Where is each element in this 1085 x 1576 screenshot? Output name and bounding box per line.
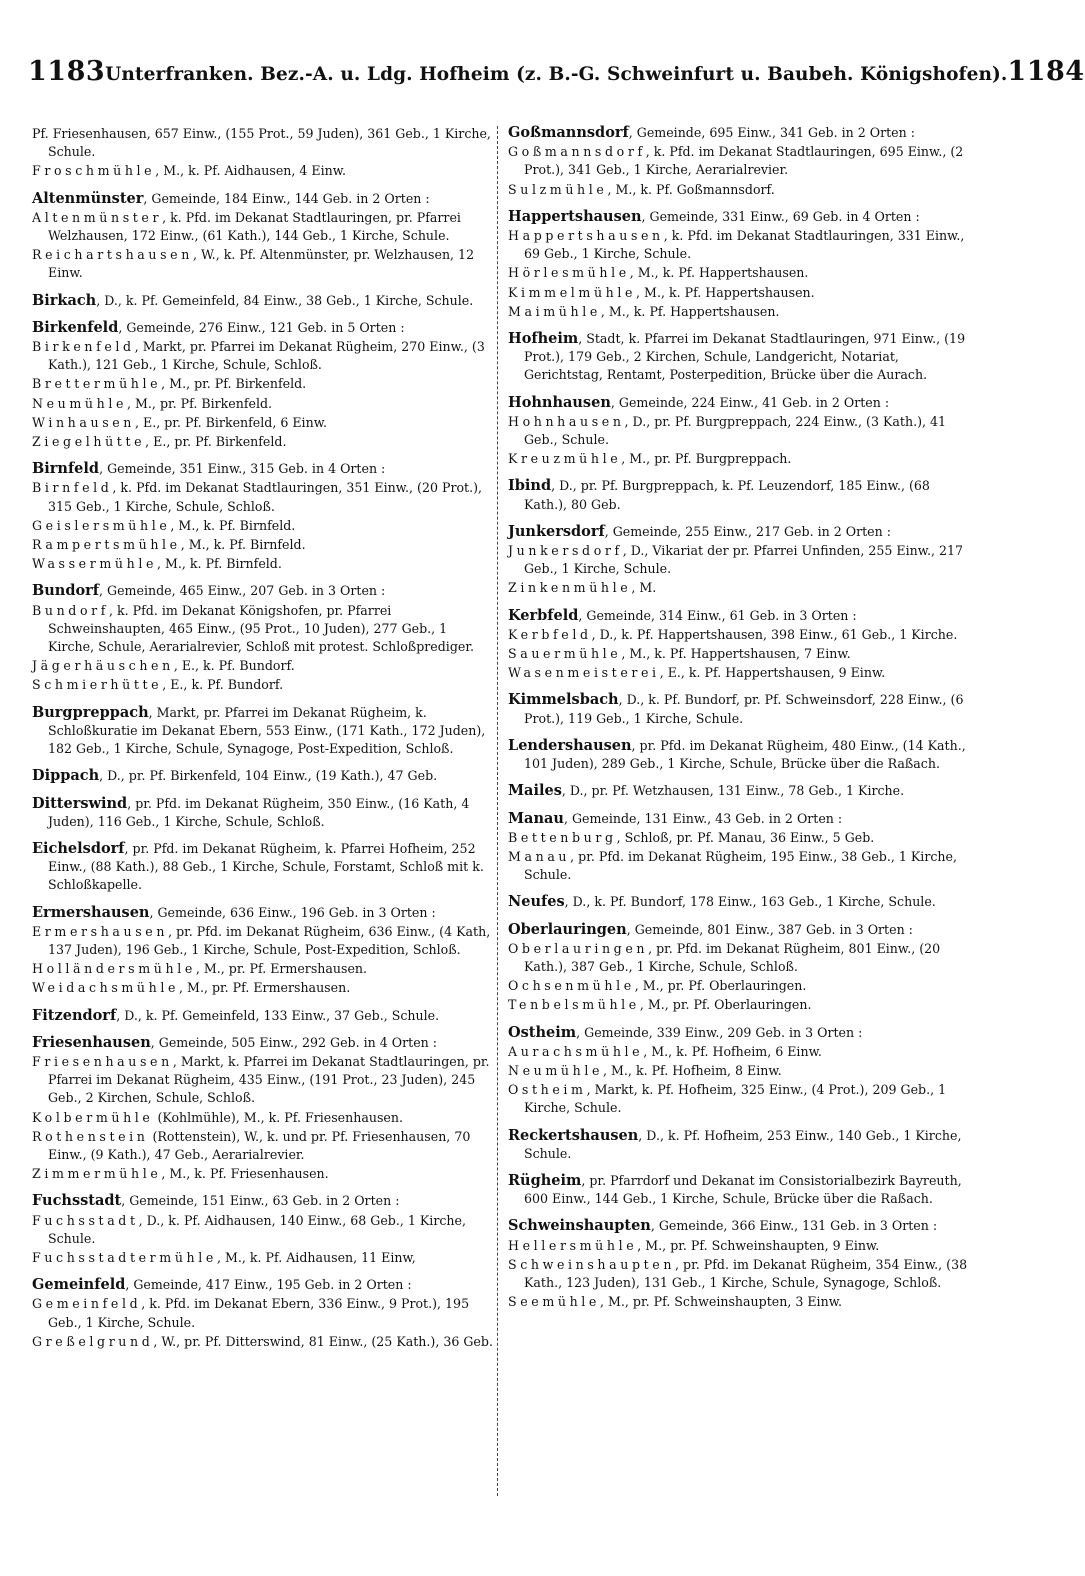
place-entry <box>32 338 494 374</box>
place-name: Goßmannsdorf <box>508 144 646 160</box>
place-entry <box>32 960 494 978</box>
place-entry <box>32 555 494 573</box>
gemeinde-name: Rügheim <box>508 1171 582 1189</box>
right-column <box>508 124 970 1311</box>
gemeinde-name: Goßmannsdorf <box>508 124 629 141</box>
place-name: Oberlauringen <box>508 940 649 956</box>
entry-text: , k. Pfd. im Dekanat Stadtlauringen, 695 Einw., (2 Prot.), 341 Geb., 1 Kirche, Aerarialrevier. <box>524 144 964 178</box>
gemeinde-name: Happertshausen <box>508 207 642 225</box>
place-name: Jägerhäuschen <box>32 658 174 674</box>
gemeinde-name: Birkenfeld <box>32 318 119 336</box>
gemeinde-entry <box>508 921 970 939</box>
gemeinde-name: Oberlauringen <box>508 920 627 938</box>
entry-text: , pr. Pfd. im Dekanat Rügheim, 636 Einw., (4 Kath, 137 Juden), 196 Geb., 1 Kirche, Schule, Post-Expedition, Schloß. <box>48 923 491 957</box>
place-name: Zinkenmühle <box>508 580 632 596</box>
place-name: Hohnhausen <box>508 413 625 429</box>
entry-text: , D., k. Pf. Gemeinfeld, 133 Einw., 37 Geb., Schule. <box>116 1007 440 1023</box>
place-entry <box>508 829 970 847</box>
entry-text: , k. Pfd. im Dekanat Stadtlauringen, 331 Einw., 69 Geb., 1 Kirche, Schule. <box>524 228 965 262</box>
entry-text: , M., pr. Pf. Schweinshaupten, 3 Einw. <box>599 1294 842 1310</box>
gemeinde-entry <box>508 782 970 800</box>
place-name: Schweinshaupten <box>508 1256 676 1272</box>
place-name: Sulzmühle <box>508 181 608 197</box>
gemeinde-name: Friesenhausen <box>32 1033 151 1051</box>
gemeinde-name: Reckertshausen <box>508 1126 639 1144</box>
place-name: Ostheim <box>508 1082 587 1098</box>
entry-text: , Markt, pr. Pfarrei im Dekanat Rügheim, 270 Einw., (3 Kath.), 121 Geb., 1 Kirche, Schule, Schloß. <box>48 339 485 373</box>
place-entry <box>32 209 494 245</box>
place-entry <box>32 395 494 413</box>
place-name: Fuchsstadtermühle <box>32 1249 217 1265</box>
place-name: Winhausen <box>32 414 136 430</box>
place-name: Gemeinfeld <box>32 1296 142 1312</box>
entry-text: Pf. Friesenhausen, 657 Einw., (155 Prot., 59 Juden), 361 Geb., 1 Kirche, Schule. <box>32 126 491 160</box>
place-name: Neumühle <box>508 1062 604 1078</box>
place-entry <box>508 284 970 302</box>
gemeinde-name: Birkach <box>32 291 97 309</box>
gemeinde-name: Ibind <box>508 477 552 495</box>
gemeinde-name: Kimmelsbach <box>508 691 619 709</box>
entry-text: , E., pr. Pf. Birkenfeld. <box>145 434 287 450</box>
entry-text: , Stadt, k. Pfarrei im Dekanat Stadtlauringen, 971 Einw., (19 Prot.), 179 Geb., 2 Kirchen, Schule, Landgericht, Notariat, Gerichtstag, Rentamt, Posterpedition, Brücke über die Aurach. <box>524 331 966 383</box>
gemeinde-name: Ostheim <box>508 1023 577 1041</box>
place-name: Hellersmühle <box>508 1237 638 1253</box>
place-entry <box>508 977 970 995</box>
entry-text: , E., k. Pf. Bundorf. <box>162 677 284 693</box>
place-name: Friesenhausen <box>32 1053 173 1069</box>
place-name: Wasenmeisterei <box>508 665 660 681</box>
place-name: Ermershausen <box>32 923 169 939</box>
place-name: Birkenfeld <box>32 339 135 355</box>
gemeinde-name: Ditterswind <box>32 794 128 812</box>
gemeinde-entry <box>32 704 494 759</box>
place-entry <box>508 940 970 976</box>
place-entry <box>508 264 970 282</box>
gemeinde-name: Gemeinfeld <box>32 1276 126 1294</box>
gemeinde-name: Fitzendorf <box>32 1006 117 1024</box>
gemeinde-name: Eichelsdorf <box>32 839 125 857</box>
place-name: Reichartshausen <box>32 247 193 263</box>
place-entry <box>508 1043 970 1061</box>
place-entry <box>32 657 494 675</box>
entry-text: , Gemeinde, 276 Einw., 121 Geb. in 5 Orten : <box>118 319 405 335</box>
gemeinde-entry <box>508 1217 970 1235</box>
entry-text: , Gemeinde, 314 Einw., 61 Geb. in 3 Orten : <box>578 607 857 623</box>
gemeinde-name: Junkersdorf <box>508 522 605 540</box>
place-name: Kimmelmühle <box>508 284 637 300</box>
gemeinde-entry <box>32 1007 494 1025</box>
entry-text: , Markt, pr. Pfarrei im Dekanat Rügheim, k. Schloßkuratie im Dekanat Ebern, 553 Einw., (171 Kath., 172 Juden), 182 Geb., 1 Kirche, Schule, Synagoge, Post-Expedition, Schloß. <box>48 704 486 757</box>
gemeinde-entry <box>32 1034 494 1052</box>
place-entry <box>32 479 494 515</box>
place-entry <box>508 1256 970 1292</box>
place-name: Schmierhütte <box>32 677 163 693</box>
gemeinde-entry <box>508 1024 970 1042</box>
place-name: Ochsenmühle <box>508 978 635 994</box>
page-number-right: 1184 <box>1007 56 1085 87</box>
place-name: Fuchsstadt <box>32 1212 139 1228</box>
entry-text: , Gemeinde, 695 Einw., 341 Geb. in 2 Orten : <box>628 125 915 140</box>
entry-text: , M., k. Pf. Aidhausen, 11 Einw, <box>216 1249 416 1265</box>
gemeinde-entry <box>508 477 970 513</box>
place-name: Holländersmühle <box>32 961 196 977</box>
entry-text: , M., k. Pf. Hofheim, 6 Einw. <box>643 1043 822 1059</box>
gemeinde-entry <box>508 810 970 828</box>
entry-text: , M., k. Pf. Aidhausen, 4 Einw. <box>155 163 347 179</box>
place-entry <box>32 979 494 997</box>
entry-text: (Kohlmühle), M., k. Pf. Friesenhausen. <box>153 1109 404 1125</box>
place-name: Rothenstein <box>32 1128 149 1144</box>
entry-text: , Gemeinde, 131 Einw., 43 Geb. in 2 Orten : <box>563 810 843 826</box>
place-entry <box>508 626 970 644</box>
entry-text: , pr. Pfd. im Dekanat Rügheim, 480 Einw., (14 Kath., 101 Juden), 289 Geb., 1 Kirche, Schule, Brücke über die Raßach. <box>524 737 966 772</box>
gemeinde-name: Fuchsstadt <box>32 1192 122 1210</box>
entry-text: , E., k. Pf. Happertshausen, 9 Einw. <box>659 665 886 681</box>
gemeinde-entry <box>32 190 494 208</box>
gemeinde-entry <box>32 1276 494 1294</box>
place-name: Junkersdorf <box>508 543 623 559</box>
entry-text: , M., k. Pf. Happertshausen. <box>629 265 809 281</box>
entry-text: , k. Pfd. im Dekanat Königshofen, pr. Pfarrei Schweinshaupten, 465 Einw., (95 Prot., 10 Juden), 277 Geb., 1 Kirche, Schule, Aerarialrevier, Schloß mit protest. Schloßprediger. <box>48 602 474 655</box>
gemeinde-name: Neufes <box>508 893 565 911</box>
entry-text: , D., Vikariat der pr. Pfarrei Unfinden, 255 Einw., 217 Geb., 1 Kirche, Schule. <box>524 543 964 577</box>
gemeinde-name: Hofheim <box>508 330 579 348</box>
place-name: Aurachsmühle <box>508 1043 644 1059</box>
entry-text: , Markt, k. Pfarrei im Dekanat Stadtlauringen, pr. Pfarrei im Dekanat Rügheim, 435 Einw., (191 Prot., 23 Juden), 245 Geb., 2 Kirchen, Schule, Schloß. <box>48 1053 490 1106</box>
entry-text: , M., k. Pf. Birnfeld. <box>157 556 282 572</box>
place-name: Bettenburg <box>508 829 617 845</box>
left-column <box>32 124 494 1351</box>
page-number-left: 1183 <box>28 56 106 87</box>
entry-text: , M., pr. Pf. Birkenfeld. <box>127 395 273 411</box>
column-divider <box>497 126 498 1496</box>
place-entry <box>32 1212 494 1248</box>
place-entry <box>508 303 970 321</box>
entry-text: , pr. Pfd. im Dekanat Rügheim, 354 Einw., (38 Kath., 123 Juden), 131 Geb., 1 Kirche, Schule, Synagoge, Schloß. <box>524 1256 968 1290</box>
place-entry <box>32 1333 494 1351</box>
entry-text: , M., pr. Pf. Oberlauringen. <box>634 978 807 994</box>
place-entry <box>508 1237 970 1255</box>
place-entry <box>32 536 494 554</box>
place-entry <box>32 375 494 393</box>
entry-text: , D., k. Pf. Bundorf, 178 Einw., 163 Geb., 1 Kirche, Schule. <box>564 894 936 910</box>
place-entry <box>32 1053 494 1108</box>
entry-text: , D., k. Pf. Aidhausen, 140 Einw., 68 Geb., 1 Kirche, Schule. <box>48 1212 466 1246</box>
place-entry <box>32 676 494 694</box>
place-entry <box>32 1295 494 1331</box>
place-name: Kreuzmühle <box>508 451 622 467</box>
gemeinde-entry <box>32 1192 494 1210</box>
entry-text: , pr. Pfd. im Dekanat Rügheim, 195 Einw., 38 Geb., 1 Kirche, Schule. <box>524 848 957 883</box>
place-name: Kerbfeld <box>508 626 592 642</box>
place-entry <box>508 996 970 1014</box>
place-name: Geislersmühle <box>32 517 171 533</box>
place-entry <box>508 143 970 179</box>
place-entry <box>508 227 970 263</box>
place-name: Hörlesmühle <box>508 265 630 281</box>
place-entry <box>32 162 494 180</box>
running-title: Unterfranken. Bez.-A. u. Ldg. Hofheim (z. B.-G. Schweinfurt u. Baubeh. Königshofen). <box>105 64 1008 85</box>
entry-text: , Gemeinde, 184 Einw., 144 Geb. in 2 Orten : <box>143 190 430 206</box>
entry-text: , D., k. Pf. Bundorf, pr. Pf. Schweinsdorf, 228 Einw., (6 Prot.), 119 Geb., 1 Kirche, Schule. <box>524 692 964 726</box>
gemeinde-name: Birnfeld <box>32 460 100 478</box>
gemeinde-name: Lendershausen <box>508 736 632 754</box>
entry-text: , Markt, k. Pf. Hofheim, 325 Einw., (4 Prot.), 209 Geb., 1 Kirche, Schule. <box>524 1082 947 1116</box>
place-name: Tenbelsmühle <box>508 997 640 1013</box>
place-name: Kolbermühle <box>32 1109 154 1125</box>
gemeinde-entry <box>32 460 494 478</box>
place-entry <box>32 246 494 282</box>
entry-text: , M., pr. Pf. Schweinshaupten, 9 Einw. <box>637 1237 880 1253</box>
gemeinde-name: Schweinshaupten <box>508 1217 651 1235</box>
entry-text: , Gemeinde, 801 Einw., 387 Geb. in 3 Orten : <box>626 921 913 937</box>
gemeinde-name: Bundorf <box>32 582 100 600</box>
entry-text: , D., k. Pf. Happertshausen, 398 Einw., 61 Geb., 1 Kirche. <box>591 626 958 642</box>
gemeinde-entry <box>508 208 970 226</box>
place-name: Greßelgrund <box>32 1333 154 1349</box>
place-entry <box>32 125 494 161</box>
entry-text: , D., pr. Pf. Birkenfeld, 104 Einw., (19 Kath.), 47 Geb. <box>99 768 438 784</box>
place-entry <box>32 1128 494 1164</box>
place-entry <box>508 1293 970 1311</box>
entry-text: , M. <box>631 580 657 596</box>
place-entry <box>508 664 970 682</box>
gemeinde-name: Ermershausen <box>32 903 150 921</box>
entry-text: , M., pr. Pf. Ermershausen. <box>195 961 368 977</box>
place-entry <box>508 181 970 199</box>
place-name: Weidachsmühle <box>32 980 180 996</box>
entry-text: , Gemeinde, 351 Einw., 315 Geb. in 4 Orten : <box>99 461 386 477</box>
gemeinde-entry <box>508 523 970 541</box>
entry-text: , Gemeinde, 339 Einw., 209 Geb. in 3 Orten : <box>576 1024 863 1040</box>
place-name: Manau <box>508 848 571 864</box>
gemeinde-entry <box>508 607 970 625</box>
entry-text: , M., k. Pf. Goßmannsdorf. <box>607 181 775 197</box>
entry-text: , M., pr. Pf. Oberlauringen. <box>639 997 812 1013</box>
gemeinde-entry <box>32 795 494 831</box>
entry-text: , Gemeinde, 255 Einw., 217 Geb. in 2 Orten : <box>604 523 891 539</box>
place-name: Ziegelhütte <box>32 434 146 450</box>
gemeinde-name: Mailes <box>508 782 562 800</box>
place-entry <box>508 450 970 468</box>
place-name: Maimühle <box>508 303 601 319</box>
place-entry <box>508 1081 970 1117</box>
entry-text: , M., pr. Pf. Burgpreppach. <box>621 451 792 467</box>
entry-text: , D., k. Pf. Hofheim, 253 Einw., 140 Geb., 1 Kirche, Schule. <box>524 1127 962 1161</box>
place-entry <box>32 602 494 657</box>
gemeinde-name: Altenmünster <box>32 189 144 207</box>
entry-text: , M., k. Pf. Happertshausen. <box>636 284 815 300</box>
place-name: Altenmünster <box>32 209 163 225</box>
place-entry <box>508 1062 970 1080</box>
entry-text: , D., pr. Pf. Burgpreppach, 224 Einw., (3 Kath.), 41 Geb., Schule. <box>524 413 947 448</box>
place-entry <box>508 413 970 449</box>
place-entry <box>32 517 494 535</box>
gemeinde-entry <box>32 292 494 310</box>
place-entry <box>508 848 970 884</box>
place-entry <box>508 645 970 663</box>
entry-text: , E., pr. Pf. Birkenfeld, 6 Einw. <box>135 414 327 430</box>
entry-text: , D., k. Pf. Gemeinfeld, 84 Einw., 38 Geb., 1 Kirche, Schule. <box>96 292 474 308</box>
entry-text: , D., pr. Pf. Wetzhausen, 131 Einw., 78 Geb., 1 Kirche. <box>561 783 905 799</box>
place-name: Rampertsmühle <box>32 537 181 553</box>
entry-text: , k. Pfd. im Dekanat Stadtlauringen, pr. Pfarrei Welzhausen, 172 Einw., (61 Kath.), 144 Geb., 1 Kirche, Schule. <box>48 209 461 244</box>
gemeinde-name: Manau <box>508 809 564 827</box>
place-name: Brettermühle <box>32 376 162 392</box>
gemeinde-entry <box>508 124 970 142</box>
entry-text: , D., pr. Pf. Burgpreppach, k. Pf. Leuzendorf, 185 Einw., (68 Kath.), 80 Geb. <box>524 478 930 512</box>
place-name: Wassermühle <box>32 556 158 572</box>
gemeinde-entry <box>32 767 494 785</box>
place-entry <box>508 579 970 597</box>
place-entry <box>32 1109 494 1127</box>
gemeinde-entry <box>32 840 494 895</box>
entry-text: , M., k. Pf. Hofheim, 8 Einw. <box>603 1062 782 1078</box>
place-name: Seemühle <box>508 1294 600 1310</box>
entry-text: , M., k. Pf. Happertshausen, 7 Einw. <box>621 646 851 662</box>
entry-text: , Gemeinde, 417 Einw., 195 Geb. in 2 Orten : <box>125 1277 412 1293</box>
gemeinde-name: Dippach <box>32 767 100 785</box>
gemeinde-name: Burgpreppach <box>32 703 149 721</box>
gemeinde-entry <box>508 1127 970 1163</box>
place-name: Zimmermühle <box>32 1166 162 1182</box>
place-entry <box>32 1249 494 1267</box>
entry-text: , W., pr. Pf. Ditterswind, 81 Einw., (25 Kath.), 36 Geb. <box>153 1333 493 1349</box>
entry-text: , k. Pfd. im Dekanat Stadtlauringen, 351 Einw., (20 Prot.), 315 Geb., 1 Kirche, Schule, Schloß. <box>48 480 483 514</box>
gemeinde-entry <box>32 582 494 600</box>
gemeinde-entry <box>508 330 970 385</box>
entry-text: , M., k. Pf. Happertshausen. <box>600 303 780 319</box>
place-entry <box>32 923 494 959</box>
place-name: Bundorf <box>32 602 110 618</box>
entry-text: , Gemeinde, 636 Einw., 196 Geb. in 3 Orten : <box>149 904 436 920</box>
place-name: Froschmühle <box>32 163 156 179</box>
place-entry <box>32 1165 494 1183</box>
gemeinde-entry <box>508 394 970 412</box>
gemeinde-entry <box>508 1172 970 1208</box>
entry-text: , Gemeinde, 151 Einw., 63 Geb. in 2 Orten : <box>121 1193 400 1209</box>
gemeinde-entry <box>32 319 494 337</box>
gemeinde-entry <box>508 893 970 911</box>
entry-text: , pr. Pfd. im Dekanat Rügheim, 350 Einw., (16 Kath, 4 Juden), 116 Geb., 1 Kirche, Schule, Schloß. <box>48 795 470 829</box>
entry-text: , M., k. Pf. Birnfeld. <box>180 537 306 553</box>
place-entry <box>508 542 970 578</box>
gemeinde-entry <box>508 691 970 727</box>
entry-text: , Gemeinde, 331 Einw., 69 Geb. in 4 Orten : <box>641 208 920 224</box>
entry-text: , Gemeinde, 224 Einw., 41 Geb. in 2 Orten : <box>610 394 890 410</box>
page-header <box>28 56 1085 100</box>
entry-text: , M., pr. Pf. Ermershausen. <box>179 980 351 996</box>
entry-text: , Gemeinde, 505 Einw., 292 Geb. in 4 Orten : <box>150 1034 438 1050</box>
entry-text: (Rottenstein), W., k. und pr. Pf. Friesenhausen, 70 Einw., (9 Kath.), 47 Geb., Aerarialrevier. <box>48 1128 471 1162</box>
place-entry <box>32 433 494 451</box>
place-entry <box>32 414 494 432</box>
entry-text: , M., k. Pf. Birnfeld. <box>170 517 296 533</box>
entry-text: , Gemeinde, 366 Einw., 131 Geb. in 3 Orten : <box>650 1218 938 1234</box>
place-name: Birnfeld <box>32 480 113 496</box>
gemeinde-name: Hohnhausen <box>508 393 611 411</box>
entry-text: , E., k. Pf. Bundorf. <box>173 658 295 674</box>
entry-text: , pr. Pfd. im Dekanat Rügheim, 801 Einw., (20 Kath.), 387 Geb., 1 Kirche, Schule, Schloß. <box>524 940 941 974</box>
entry-text: , k. Pfd. im Dekanat Ebern, 336 Einw., 9 Prot.), 195 Geb., 1 Kirche, Schule. <box>48 1296 470 1330</box>
place-name: Neumühle <box>32 395 128 411</box>
entry-text: , W., k. Pf. Altenmünster, pr. Welzhausen, 12 Einw. <box>48 247 475 281</box>
entry-text: , Gemeinde, 465 Einw., 207 Geb. in 3 Orten : <box>99 583 386 599</box>
entry-text: , Schloß, pr. Pf. Manau, 36 Einw., 5 Geb. <box>616 829 875 845</box>
place-name: Sauermühle <box>508 646 622 662</box>
entry-text: , M., k. Pf. Friesenhausen. <box>161 1166 329 1182</box>
gemeinde-name: Kerbfeld <box>508 606 579 624</box>
place-name: Happertshausen <box>508 228 664 244</box>
entry-text: , pr. Pfarrdorf und Dekanat im Consistorialbezirk Bayreuth, 600 Einw., 144 Geb., 1 Kirche, Schule, Brücke über die Raßach. <box>524 1172 962 1207</box>
gemeinde-entry <box>32 904 494 922</box>
entry-text: , M., pr. Pf. Birkenfeld. <box>161 376 307 392</box>
gemeinde-entry <box>508 737 970 773</box>
entry-text: , pr. Pfd. im Dekanat Rügheim, k. Pfarrei Hofheim, 252 Einw., (88 Kath.), 88 Geb., 1 Kirche, Schule, Forstamt, Schloß mit k. Schloßkapelle. <box>48 840 484 893</box>
